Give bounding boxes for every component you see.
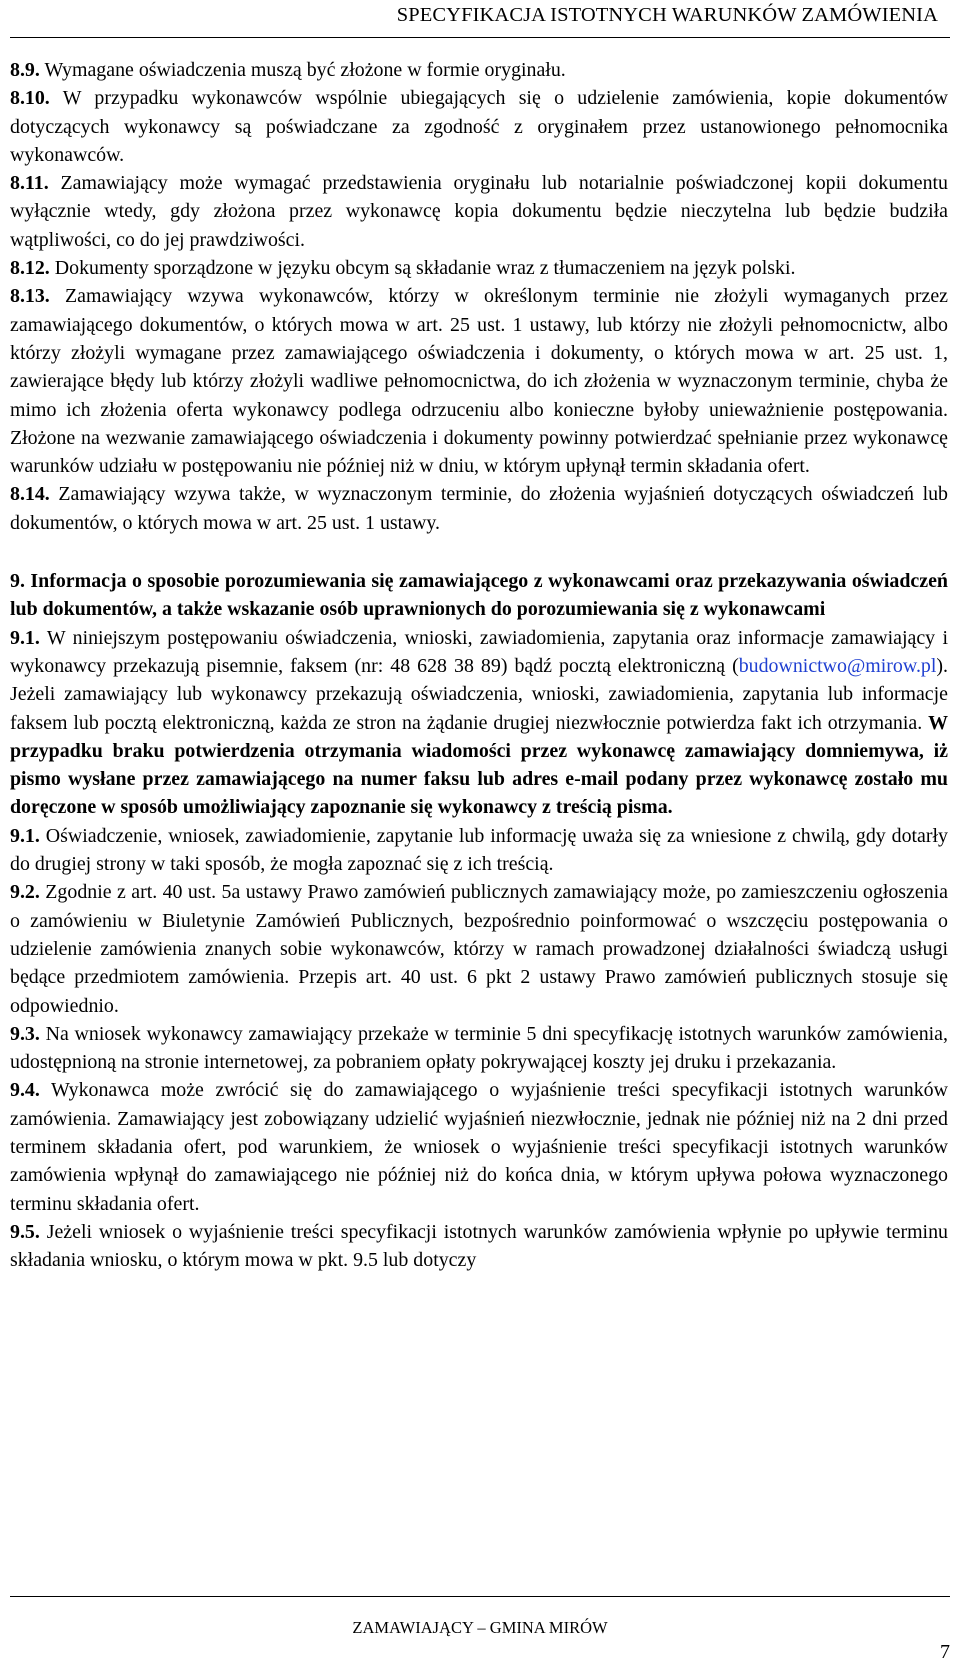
- paragraph-text: Wykonawca może zwrócić się do zamawiającego o wyjaśnienie treści specyfikacji istotnych warunków zamówienia. Zamawiający jest zobowiązany udzielić wyjaśnień niezwłocznie, jednak nie później niż na 2 dni przed terminem składania ofert, pod warunkiem, że wniosek o wyjaśnienie treści specyfikacji istotnych warunków zamówienia wpłynął do zamawiającego nie później niż do końca dnia, w którym upływa połowa wyznaczonego terminu składania ofert.: [10, 1079, 948, 1215]
- paragraph-text: ). Jeżeli zamawiający lub wykonawcy przekazują oświadczenia, wnioski, zawiadomienia, zapytania lub informacje faksem lub pocztą elektroniczną, każda ze stron na żądanie drugiej niezwłocznie potwierdza fakt ich otrzymania.: [10, 654, 948, 734]
- paragraph-text: Zamawiający wzywa także, w wyznaczonym terminie, do złożenia wyjaśnień dotyczących oświadczeń lub dokumentów, o których mowa w art. 25 ust. 1 ustawy.: [10, 483, 948, 534]
- document-body: [10, 56, 948, 1274]
- header-divider: [10, 37, 950, 38]
- section-spacer: [10, 537, 948, 567]
- paragraph-number: 8.12.: [10, 257, 50, 280]
- paragraph-text: Jeżeli wniosek o wyjaśnienie treści specyfikacji istotnych warunków zamówienia wpłynie po upływie terminu składania wniosku, o którym mowa w pkt. 9.5 lub dotyczy: [10, 1220, 948, 1272]
- paragraph-8-9: [10, 56, 948, 84]
- paragraph-text: Wymagane oświadczenia muszą być złożone w formie oryginału.: [44, 59, 566, 81]
- paragraph-text: Dokumenty sporządzone w języku obcym są składanie wraz z tłumaczeniem na język polski.: [54, 257, 796, 280]
- paragraph-text: Zamawiający wzywa wykonawców, którzy w określonym terminie nie złożyli wymaganych przez zamawiającego dokumentów, o których mowa w art. 25 ust. 1 ustawy, lub którzy nie złożyli pełnomocnictw, albo którzy złożyli wymagane przez zamawiającego oświadczenia i dokumenty, o których mowa w art. 25 ust. 1, zawierające błędy lub którzy złożyli wadliwe pełnomocnictwa, do ich złożenia w wyznaczonym terminie, chyba że mimo ich złożenia oferta wykonawcy podlega odrzuceniu albo konieczne byłoby unieważnienie postępowania. Złożone na wezwanie zamawiającego oświadczenia i dokumenty powinny potwierdzać spełnianie przez wykonawcę warunków udziału w postępowaniu nie później niż w dniu, w którym upłynął termin składania ofert.: [10, 285, 948, 478]
- paragraph-8-10: [10, 84, 948, 169]
- paragraph-number: 9.3.: [10, 1022, 40, 1045]
- paragraph-8-11: [10, 169, 948, 254]
- paragraph-9-3: [10, 1020, 948, 1077]
- paragraph-number: 8.11.: [10, 172, 49, 195]
- paragraph-number: 8.9.: [10, 59, 40, 81]
- paragraph-number: 9.5.: [10, 1220, 40, 1243]
- paragraph-number: 9.1.: [10, 824, 40, 847]
- paragraph-9-1-communication: [10, 624, 948, 822]
- paragraph-8-14: [10, 480, 948, 537]
- paragraph-number: 8.10.: [10, 87, 50, 110]
- paragraph-number: 9.2.: [10, 881, 40, 904]
- paragraph-number: 9.1.: [10, 626, 40, 649]
- paragraph-number: 8.14.: [10, 483, 50, 506]
- paragraph-9-2: [10, 878, 948, 1019]
- paragraph-9-4: [10, 1076, 948, 1217]
- paragraph-9-5: [10, 1218, 948, 1275]
- paragraph-text: Zamawiający może wymagać przedstawienia oryginału lub notarialnie poświadczonej kopii dokumentu wyłącznie wtedy, gdy złożona przez wykonawcę kopia dokumentu będzie nieczytelna lub będzie budziła wątpliwości, co do jej prawdziwości.: [10, 172, 948, 251]
- section-title: Informacja o sposobie porozumiewania się zamawiającego z wykonawcami oraz przekazywania oświadczeń lub dokumentów, a także wskazanie osób uprawnionych do porozumiewania się z wykonawcami: [10, 570, 948, 621]
- email-link[interactable]: budownictwo@mirow.pl: [738, 654, 937, 677]
- page-header: SPECYFIKACJA ISTOTNYCH WARUNKÓW ZAMÓWIENIA: [396, 4, 938, 26]
- footer-divider: [10, 1596, 950, 1597]
- section-number: 9.: [10, 570, 25, 593]
- paragraph-text: W niniejszym postępowaniu oświadczenia, wnioski, zawiadomienia, zapytania oraz informacje zamawiający i wykonawcy przekazują pisemnie, faksem (nr: 48 628 38 89) bądź pocztą elektroniczną (: [10, 626, 948, 677]
- paragraph-text: Na wniosek wykonawcy zamawiający przekaże w terminie 5 dni specyfikację istotnych warunków zamówienia, udostępnioną na stronie internetowej, za pobraniem opłaty pokrywającej koszty jej druku i przekazania.: [10, 1022, 948, 1074]
- page-footer: ZAMAWIAJĄCY – GMINA MIRÓW: [352, 1618, 608, 1637]
- paragraph-text: W przypadku wykonawców wspólnie ubiegających się o udzielenie zamówienia, kopie dokumentów dotyczących wykonawcy są poświadczane za zgodność z oryginałem przez ustanowionego pełnomocnika wykonawców.: [10, 87, 948, 166]
- paragraph-text: Zgodnie z art. 40 ust. 5a ustawy Prawo zamówień publicznych zamawiający może, po zamieszczeniu ogłoszenia o zamówieniu w Biuletynie Zamówień Publicznych, bezpośrednio poinformować o wszczęciu postępowania o udzielenie zamówienia znanych sobie wykonawców, którzy w ramach prowadzonej działalności świadczą usługi będące przedmiotem zamówienia. Przepis art. 40 ust. 6 pkt 2 ustawy Prawo zamówień publicznych stosuje się odpowiednio.: [10, 881, 948, 1017]
- paragraph-bold-text: W przypadku braku potwierdzenia otrzymania wiadomości przez wykonawcę zamawiający domniemywa, iż pismo wysłane przez zamawiającego na numer faksu lub adres e-mail podany przez wykonawcę zostało mu doręczone w sposób umożliwiający zapoznanie się wykonawcy z treścią pisma.: [10, 711, 948, 819]
- paragraph-number: 8.13.: [10, 285, 50, 308]
- page-number: 7: [940, 1641, 950, 1663]
- paragraph-text: Oświadczenie, wniosek, zawiadomienie, zapytanie lub informację uważa się za wniesione z chwilą, gdy dotarły do drugiej strony w taki sposób, że mogła zapoznać się z ich treścią.: [10, 824, 948, 876]
- paragraph-9-1: [10, 822, 948, 879]
- paragraph-8-12: [10, 254, 948, 282]
- paragraph-8-13: [10, 282, 948, 480]
- paragraph-number: 9.4.: [10, 1079, 40, 1102]
- section-9-heading: [10, 567, 948, 624]
